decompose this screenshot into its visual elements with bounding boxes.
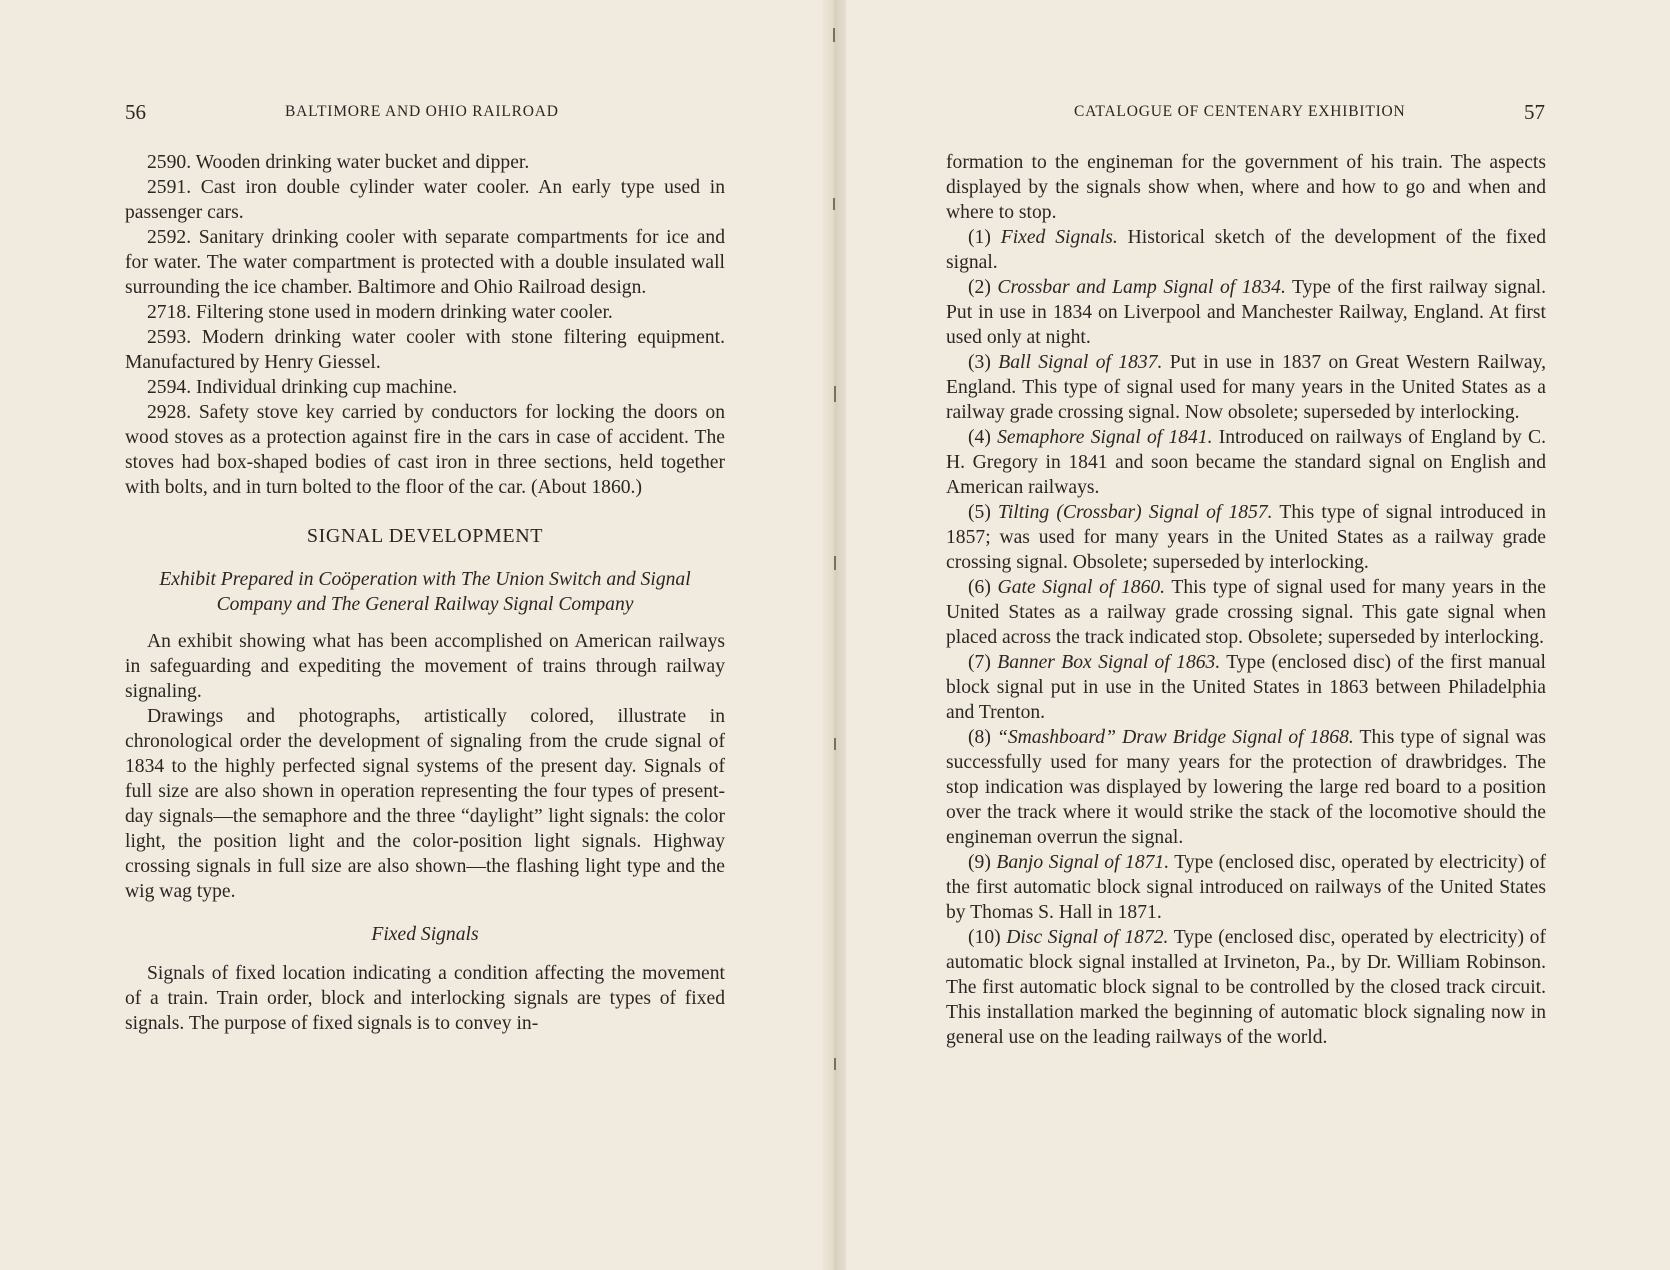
signal-entry-text: Put in use in 1837 on Great Western Railway, England. This type of signal used for many years in the United States as a railway grade crossing signal. Now obsolete; superseded by interlocking. [946,352,1546,423]
subsection-heading: Fixed Signals [371,924,479,945]
signal-entry-number: (5) [968,502,991,523]
signal-entry-text: This type of signal was successfully used for many years for the protection of drawbridges. The stop indication was displayed by lowering the large red board to a position over the track where it would strike the stack of the locomotive should the engineman overrun the signal. [946,727,1546,848]
signal-entry-title: Crossbar and Lamp Signal of 1834. [997,277,1286,298]
right-running-title: CATALOGUE OF CENTENARY EXHIBITION [1074,103,1406,120]
gutter-mark [833,198,835,210]
signal-entry-number: (10) [968,927,1001,948]
signal-entry-title: Banjo Signal of 1871. [996,852,1170,873]
intro-paragraph: Drawings and photographs, artistically colored, illustrate in chronological order the development of signaling from the crude signal of 1834 to the highly perfected signal systems of the present day. Signals of full size are also shown in operation representing the four types of present-day signals—the semaphore and the three “daylight” light signals: the color light, the position light and the color-position light signals. Highway crossing signals in full size are also shown—the flashing light type and the wig wag type. [125,706,725,902]
signal-entry-title: Ball Signal of 1837. [998,352,1163,373]
section-subtitle: Exhibit Prepared in Coöperation with The Union Switch and Signal Company and The General Railway Signal Company [159,569,691,615]
signal-entry-title: “Smashboard” Draw Bridge Signal of 1868. [996,727,1354,748]
signal-entry [946,650,1546,725]
signal-entry [946,275,1546,350]
signal-entry-number: (9) [968,852,991,873]
item-2928: 2928. Safety stove key carried by conductors for locking the doors on wood stoves as a protection against fire in the cars in case of accident. The stoves had box-shaped bodies of cast iron in three sections, held together with bolts, and in turn bolted to the floor of the car. (About 1860.) [125,402,725,498]
item-2592: 2592. Sanitary drinking cooler with separate compartments for ice and for water. The water compartment is protected with a double insulated wall surrounding the ice chamber. Baltimore and Ohio Railroad design. [125,227,725,298]
left-page [0,0,834,1270]
signal-entry [946,850,1546,925]
fixed-signals-paragraph: Signals of fixed location indicating a condition affecting the movement of a train. Train order, block and interlocking signals are types of fixed signals. The purpose of fixed signals is to convey in- [125,963,725,1034]
signal-entry [946,350,1546,425]
gutter-mark [834,1058,836,1070]
right-running-head [946,100,1545,130]
left-running-head [125,100,739,130]
item-2718: 2718. Filtering stone used in modern drinking water cooler. [147,302,613,323]
left-body [125,150,725,1036]
signal-entry-number: (7) [968,652,991,673]
signal-entry-title: Fixed Signals. [1000,227,1118,248]
signal-entry-text: Type of the first railway signal. Put in use in 1834 on Liverpool and Manchester Railway, England. At first used only at night. [946,277,1546,348]
signal-entry-title: Banner Box Signal of 1863. [997,652,1221,673]
signal-entry-number: (3) [968,352,991,373]
right-page [846,0,1670,1270]
signal-entry-title: Semaphore Signal of 1841. [997,427,1213,448]
signal-entry-number: (1) [968,227,991,248]
signal-entry-text: This type of signal used for many years in the United States as a railway grade crossing signal. This gate signal when placed across the track indicated stop. Obsolete; superseded by interlocking. [946,577,1547,648]
item-2594: 2594. Individual drinking cup machine. [147,377,458,398]
signal-entry-list [946,225,1546,1050]
signal-entry-text: Type (enclosed disc, operated by electricity) of automatic block signal installed at Irvineton, Pa., by Dr. William Robinson. The first automatic block signal to be controlled by the closed track circuit. This installation marked the beginning of automatic block signaling now in general use on the leading railways of the world. [946,927,1547,1048]
signal-entry-number: (4) [968,427,991,448]
signal-entry [946,725,1546,850]
signal-entry-title: Tilting (Crossbar) Signal of 1857. [998,502,1273,523]
intro-paragraph: An exhibit showing what has been accomplished on American railways in safeguarding and expediting the movement of trains through railway signaling. [125,631,725,702]
section-heading: SIGNAL DEVELOPMENT [306,525,544,547]
left-page-number: 56 [125,100,146,124]
signal-entry-number: (8) [968,727,991,748]
book-gutter [822,0,846,1270]
signal-entry [946,425,1546,500]
signal-entry-text: Historical sketch of the development of the fixed signal. [946,227,1546,273]
right-body [946,150,1546,1050]
signal-entry [946,225,1546,275]
signal-entry-title: Gate Signal of 1860. [997,577,1166,598]
signal-entry [946,575,1546,650]
signal-entry-text: Introduced on railways of England by C. H. Gregory in 1841 and soon became the standard signal on English and American railways. [946,427,1546,498]
item-2591: 2591. Cast iron double cylinder water cooler. An early type used in passenger cars. [125,177,725,223]
signal-entry-title: Disc Signal of 1872. [1006,927,1169,948]
signal-entry-text: Type (enclosed disc, operated by electricity) of the first automatic block signal introduced on railways of the United States by Thomas S. Hall in 1871. [946,852,1546,923]
right-page-number: 57 [1524,100,1545,124]
signal-entry [946,500,1546,575]
signal-entry-number: (2) [968,277,991,298]
signal-entry-text: This type of signal introduced in 1857; was used for many years in the United States as a railway grade crossing signal. Obsolete; superseded by interlocking. [946,502,1546,573]
item-2593: 2593. Modern drinking water cooler with stone filtering equipment. Manufactured by Henry Giessel. [125,327,725,373]
item-2590: 2590. Wooden drinking water bucket and dipper. [147,152,530,173]
gutter-mark [833,28,835,42]
signal-entry-text: Type (enclosed disc) of the first manual block signal put in use in the United States in 1863 between Philadelphia and Trenton. [946,652,1547,723]
gutter-mark [834,386,836,402]
gutter-mark [834,556,836,570]
left-running-title: BALTIMORE AND OHIO RAILROAD [285,103,559,120]
signal-entry [946,925,1546,1050]
signal-entry-number: (6) [968,577,991,598]
continuation-paragraph: formation to the engineman for the government of his train. The aspects displayed by the signals show when, where and how to go and when and where to stop. [946,152,1546,223]
gutter-mark [834,738,836,750]
